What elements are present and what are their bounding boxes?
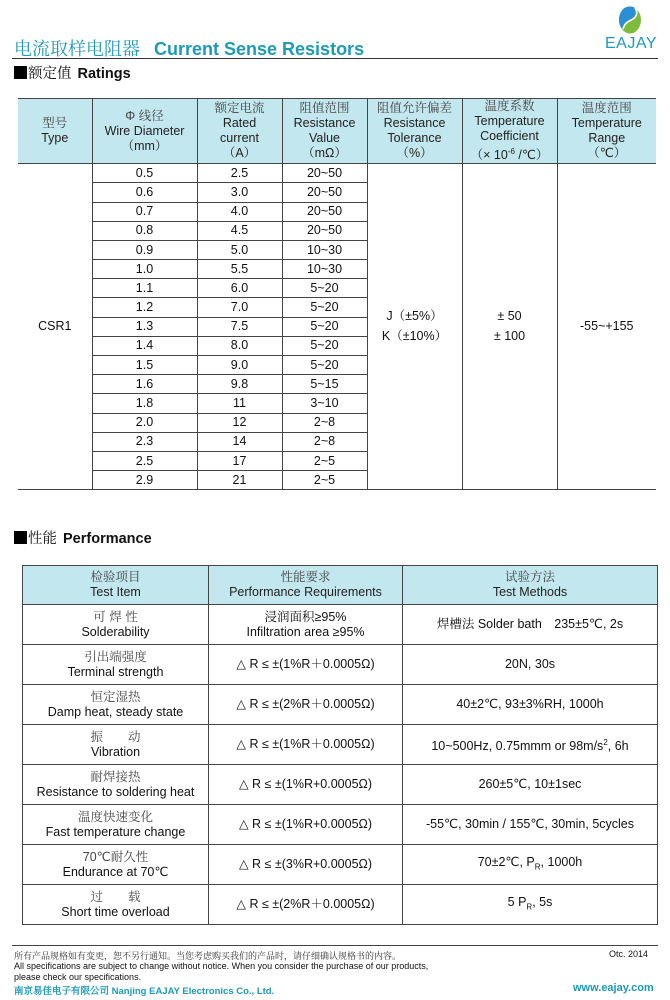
performance-row	[23, 605, 658, 645]
col-header-performance-requirements	[209, 566, 403, 605]
ratings-table	[18, 98, 656, 490]
method-text: 焊槽法 Solder bath 235±5℃, 2s	[436, 617, 624, 631]
method-text: 20N, 30s	[504, 657, 556, 671]
col-header-en: Resistance	[383, 116, 446, 131]
current-cell: 7.5	[197, 317, 282, 336]
col-header-cn: 额定电流	[214, 101, 265, 116]
current-cell: 6.0	[197, 279, 282, 298]
unit-text: /℃）	[514, 148, 549, 163]
test-item-en: Fast temperature change	[45, 824, 186, 839]
performance-row	[23, 805, 658, 845]
col-header-cn: 阻值允许偏差	[376, 101, 452, 116]
test-item-cn: 振 动	[90, 729, 141, 744]
col-header-en: Test Methods	[492, 585, 568, 599]
bullet-square-icon	[14, 66, 27, 79]
col-header-cn: 温度系数	[484, 99, 535, 113]
resistance-cell: 5~20	[282, 279, 367, 298]
method-superscript: 2	[603, 737, 608, 747]
current-cell: 5.0	[197, 240, 282, 259]
logo-text: EAJAY	[605, 35, 657, 52]
requirement-text: △ R ≤ ±(1%R＋0.0005Ω)	[236, 657, 375, 671]
col-header-en: Performance Requirements	[229, 585, 382, 599]
performance-body	[23, 605, 658, 925]
resistance-cell: 3~10	[282, 394, 367, 413]
diameter-cell: 0.5	[92, 164, 197, 183]
test-item-cell	[23, 725, 209, 765]
ratings-title-en: Ratings	[77, 66, 131, 82]
current-cell: 7.0	[197, 298, 282, 317]
requirement-text: △ R ≤ ±(1%R+0.0005Ω)	[238, 817, 373, 831]
requirement-text: △ R ≤ ±(2%R＋0.0005Ω)	[236, 897, 375, 911]
performance-row	[23, 765, 658, 805]
col-header-en: Resistance	[293, 116, 356, 131]
diameter-cell: 1.2	[92, 298, 197, 317]
resistance-cell: 20~50	[282, 164, 367, 183]
test-item-cell	[23, 805, 209, 845]
performance-header-row	[23, 566, 658, 605]
current-cell: 17	[197, 451, 282, 470]
diameter-cell: 1.8	[92, 394, 197, 413]
resistance-cell: 5~20	[282, 298, 367, 317]
method-text: , 6h	[607, 739, 629, 754]
diameter-cell: 1.1	[92, 279, 197, 298]
method-subscript: R	[534, 862, 541, 872]
col-header-en: Range	[588, 131, 626, 146]
requirement-cell	[209, 845, 403, 885]
tolerance-cell	[367, 164, 462, 490]
test-item-en: Damp heat, steady state	[47, 704, 184, 719]
diameter-cell: 2.3	[92, 432, 197, 451]
current-cell: 14	[197, 432, 282, 451]
col-header-unit: （A）	[222, 146, 257, 161]
requirement-text: Infiltration area ≥95%	[246, 624, 365, 639]
current-cell: 11	[197, 394, 282, 413]
footer-company: 南京易佳电子有限公司 Nanjing EAJAY Electronics Co., Ltd.	[14, 986, 275, 997]
current-cell: 21	[197, 471, 282, 490]
footer-divider	[12, 945, 658, 946]
col-header-cn: 温度范围	[581, 101, 632, 116]
ratings-row	[18, 164, 656, 183]
method-cell	[403, 765, 658, 805]
col-header-en: current	[220, 131, 259, 146]
current-cell: 4.0	[197, 202, 282, 221]
diameter-cell: 0.6	[92, 183, 197, 202]
resistance-cell: 2~5	[282, 451, 367, 470]
page-title-cn: 电流取样电阻器	[14, 39, 140, 59]
test-item-en: Resistance to soldering heat	[36, 784, 195, 799]
method-cell	[403, 845, 658, 885]
current-cell: 3.0	[197, 183, 282, 202]
requirement-cell	[209, 805, 403, 845]
col-header-cn: 性能要求	[280, 570, 331, 584]
bullet-square-icon	[14, 531, 27, 544]
page-title-en: Current Sense Resistors	[154, 39, 365, 59]
requirement-cell	[209, 605, 403, 645]
col-header-resistance-tolerance	[367, 99, 462, 164]
col-header-cn: 阻值范围	[299, 101, 350, 116]
test-item-cn: 温度快速变化	[77, 809, 153, 824]
requirement-cell	[209, 885, 403, 925]
col-header-en: Rated	[222, 116, 257, 131]
diameter-cell: 1.6	[92, 375, 197, 394]
resistance-cell: 2~8	[282, 432, 367, 451]
resistance-cell: 5~20	[282, 336, 367, 355]
col-header-cn: 检验项目	[90, 570, 141, 584]
method-text: 70±2℃, P	[477, 854, 535, 869]
col-header-en: Temperature	[571, 116, 642, 131]
performance-row	[23, 725, 658, 765]
footer-notice-cn: 所有产品规格如有变更，恕不另行通知。当您考虑购买我们的产品时，请仔细确认规格书的内容。	[14, 951, 402, 961]
test-item-cell	[23, 765, 209, 805]
requirement-cell	[209, 765, 403, 805]
method-text: , 1000h	[540, 854, 583, 869]
performance-row	[23, 845, 658, 885]
ratings-body	[18, 164, 656, 490]
test-item-cell	[23, 885, 209, 925]
requirement-text: △ R ≤ ±(2%R＋0.0005Ω)	[236, 697, 375, 711]
method-cell	[403, 885, 658, 925]
current-cell: 8.0	[197, 336, 282, 355]
current-cell: 5.5	[197, 260, 282, 279]
temp-coefficient-value: ± 100	[493, 329, 526, 344]
test-item-en: Short time overload	[61, 904, 170, 919]
col-header-en: Tolerance	[387, 131, 442, 146]
test-item-cn: 可 焊 性	[93, 609, 138, 624]
test-item-en: Endurance at 70℃	[62, 864, 169, 879]
footer-notice-en-1: All specifications are subject to change without notice. When you consider the purchase of our products,	[14, 961, 429, 971]
diameter-cell: 2.0	[92, 413, 197, 432]
resistance-cell: 2~5	[282, 471, 367, 490]
method-text: 10~500Hz, 0.75mmm or 98m/s	[431, 739, 604, 754]
unit-exponent: -6	[507, 147, 515, 156]
performance-title-cn: 性能	[28, 531, 57, 547]
resistance-cell: 5~15	[282, 375, 367, 394]
col-header-en: Wire Diameter	[104, 123, 185, 138]
col-header-rated-current	[197, 99, 282, 164]
method-cell	[403, 725, 658, 765]
resistance-cell: 10~30	[282, 240, 367, 259]
col-header-cn: 试验方法	[504, 570, 555, 584]
method-subscript: R	[526, 902, 533, 912]
method-text: , 5s	[532, 894, 553, 909]
method-cell	[403, 645, 658, 685]
method-text: 260±5℃, 10±1sec	[478, 777, 582, 791]
requirement-cell	[209, 725, 403, 765]
footer-website-link[interactable]: www.eajay.com	[573, 982, 654, 994]
col-header-unit: （mΩ）	[302, 146, 347, 161]
requirement-text: △ R ≤ ±(1%R+0.0005Ω)	[238, 777, 373, 791]
col-header-en: Temperature	[474, 114, 545, 128]
col-header-en: Test Item	[90, 585, 141, 599]
requirement-cell	[209, 645, 403, 685]
col-header-test-methods	[403, 566, 658, 605]
test-item-cn: 恒定湿热	[90, 689, 141, 704]
test-item-cell	[23, 605, 209, 645]
performance-title-en: Performance	[63, 531, 152, 547]
test-item-cell	[23, 845, 209, 885]
type-cell: CSR1	[18, 164, 92, 490]
resistance-cell: 2~8	[282, 413, 367, 432]
diameter-cell: 1.5	[92, 356, 197, 375]
col-header-resistance-value	[282, 99, 367, 164]
test-item-cn: 过 载	[90, 889, 141, 904]
method-text: 5 P	[507, 894, 527, 909]
tolerance-value: K（±10%）	[381, 329, 448, 344]
method-cell	[403, 685, 658, 725]
resistance-cell: 20~50	[282, 221, 367, 240]
resistance-cell: 20~50	[282, 202, 367, 221]
method-text: 40±2℃, 93±3%RH, 1000h	[456, 697, 604, 711]
diameter-cell: 0.8	[92, 221, 197, 240]
temp-coefficient-value: ± 50	[497, 309, 522, 324]
test-item-en: Vibration	[90, 744, 141, 759]
col-header-temperature-range	[557, 99, 656, 164]
col-header-en: Type	[41, 131, 69, 146]
col-header-unit: （℃）	[587, 146, 627, 161]
test-item-en: Solderability	[81, 624, 150, 639]
ratings-section-title	[14, 62, 131, 83]
test-item-cn: 耐焊接热	[90, 769, 141, 784]
diameter-cell: 2.5	[92, 451, 197, 470]
performance-row	[23, 645, 658, 685]
current-cell: 9.8	[197, 375, 282, 394]
col-header-unit: （mm）	[121, 138, 168, 153]
method-cell	[403, 805, 658, 845]
method-cell	[403, 605, 658, 645]
resistance-cell: 10~30	[282, 260, 367, 279]
col-header-cn: Φ 线径	[125, 108, 164, 123]
col-header-en: Value	[308, 131, 341, 146]
col-header-en: Coefficient	[480, 129, 539, 143]
resistance-cell: 5~20	[282, 356, 367, 375]
resistance-cell: 5~20	[282, 317, 367, 336]
col-header-unit: （%）	[396, 146, 433, 161]
test-item-cell	[23, 685, 209, 725]
requirement-text: 浸润面积≥95%	[264, 609, 347, 624]
diameter-cell: 1.3	[92, 317, 197, 336]
footer-notice-en-2: please check our specifications.	[14, 972, 142, 982]
performance-row	[23, 685, 658, 725]
requirement-text: △ R ≤ ±(1%R＋0.0005Ω)	[236, 737, 375, 751]
logo-leaf-icon	[617, 5, 643, 35]
temp-range-cell: -55~+155	[557, 164, 656, 490]
requirement-text: △ R ≤ ±(3%R+0.0005Ω)	[238, 857, 373, 871]
col-header-unit	[464, 144, 556, 163]
footer-date: Otc. 2014	[609, 949, 649, 959]
performance-table	[22, 565, 658, 925]
requirement-cell	[209, 685, 403, 725]
diameter-cell: 0.9	[92, 240, 197, 259]
current-cell: 4.5	[197, 221, 282, 240]
performance-section-title	[14, 527, 152, 548]
resistance-cell: 20~50	[282, 183, 367, 202]
eajay-logo	[600, 5, 660, 55]
col-header-type	[18, 99, 92, 164]
col-header-temperature-coefficient	[462, 99, 557, 164]
col-header-cn: 型号	[42, 116, 68, 131]
header-divider	[12, 58, 658, 59]
performance-row	[23, 885, 658, 925]
diameter-cell: 1.4	[92, 336, 197, 355]
diameter-cell: 0.7	[92, 202, 197, 221]
test-item-cn: 引出端强度	[84, 649, 147, 664]
tolerance-value: J（±5%）	[386, 309, 443, 324]
current-cell: 12	[197, 413, 282, 432]
current-cell: 9.0	[197, 356, 282, 375]
diameter-cell: 1.0	[92, 260, 197, 279]
col-header-wire-diameter	[92, 99, 197, 164]
ratings-title-cn: 额定值	[28, 66, 72, 82]
temp-coefficient-cell	[462, 164, 557, 490]
test-item-en: Terminal strength	[67, 664, 164, 679]
diameter-cell: 2.9	[92, 471, 197, 490]
test-item-cell	[23, 645, 209, 685]
unit-text: （× 10	[470, 148, 508, 163]
ratings-header-row	[18, 99, 656, 164]
col-header-test-item	[23, 566, 209, 605]
current-cell: 2.5	[197, 164, 282, 183]
method-text: -55℃, 30min / 155℃, 30min, 5cycles	[425, 817, 635, 831]
test-item-cn: 70℃耐久性	[82, 849, 149, 864]
